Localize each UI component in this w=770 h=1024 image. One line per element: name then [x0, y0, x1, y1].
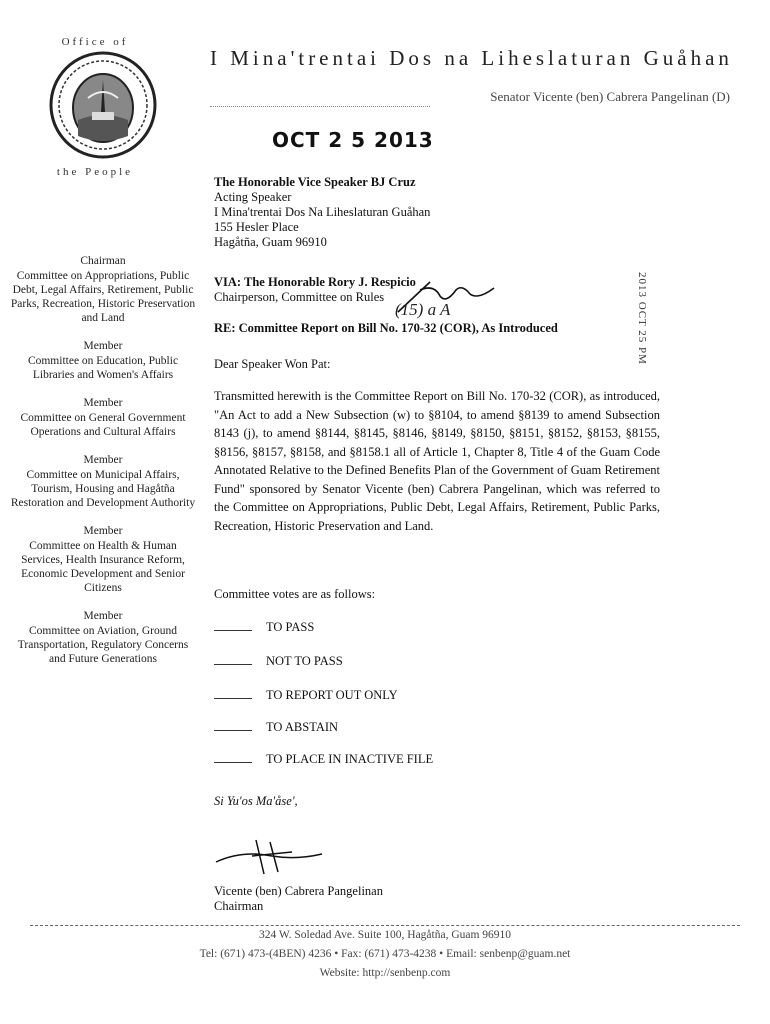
committee-name: Committee on Education, Public Libraries and Women's Affairs [27, 355, 179, 381]
legislature-title: I Mina'trentai Dos na Liheslaturan Guåhan [210, 46, 733, 70]
footer-rule [30, 925, 740, 926]
received-stamp-text: 2013 OCT 25 PM [636, 272, 648, 365]
vote-row [214, 750, 433, 767]
committee-name: Committee on Municipal Affairs, Tourism, Housing and Hagåtña Restoration and Development Authority [10, 469, 196, 509]
legislature-seal [48, 50, 158, 160]
committee-group [10, 339, 196, 382]
signer-title: Chairman [214, 899, 264, 913]
signature-block [214, 884, 654, 914]
committee-group [10, 396, 196, 439]
addressee-street: 155 Hesler Place [214, 220, 299, 234]
committee-group [10, 453, 196, 510]
via-line: VIA: The Honorable Rory J. Respicio [214, 275, 416, 289]
committee-role: Member [83, 525, 123, 537]
footer-address: 324 W. Soledad Ave. Suite 100, Hagåtña, Guam 96910 [258, 929, 512, 941]
committee-role: Member [83, 610, 123, 622]
via-title: Chairperson, Committee on Rules [214, 290, 385, 304]
body-paragraph: Transmitted herewith is the Committee Report on Bill No. 170-32 (COR), as introduced, "An Act to add a New Subsection (w) to §8104, to amend §8139 to amend Subsection 8143 (j), to amend §8144, §8145, §8146, §8149, §8150, §8151, §8152, §8153, §8155, §8156, §8157, §8158, and §8158.1 all of Article 1, Chapter 8, Title 4 of the Guam Code Annotated Relative to the Defined Benefits Plan of the Government of Guam Retirement Fund" sponsored by Senator Vicente (ben) Cabrera Pangelinan, which was referred to the Committee on Appropriations, Public Debt, Legal Affairs, Retirement, Public Parks, Recreation, Historic Preservation and Land. [214, 389, 660, 533]
vote-label: TO PLACE IN INACTIVE FILE [266, 752, 434, 766]
re-line: RE: Committee Report on Bill No. 170-32 (COR), As Introduced [214, 321, 558, 335]
seal-caption-top: Office of [61, 36, 129, 48]
committee-sidebar [10, 254, 196, 680]
votes-heading: Committee votes are as follows: [214, 587, 376, 601]
committee-name: Committee on General Government Operations and Cultural Affairs [20, 412, 186, 438]
vote-label: TO PASS [266, 620, 315, 634]
senator-rule [210, 106, 430, 107]
seal-caption-bottom: the People [56, 166, 134, 178]
vote-blank [214, 652, 252, 665]
committee-name: Committee on Aviation, Ground Transportation, Regulatory Concerns and Future Generations [17, 625, 189, 665]
committee-role: Member [83, 340, 123, 352]
vote-row [214, 652, 343, 669]
vote-row [214, 618, 314, 635]
vote-label: NOT TO PASS [266, 654, 343, 668]
vote-blank [214, 718, 252, 731]
committee-role: Member [83, 454, 123, 466]
committee-role: Chairman [80, 255, 126, 267]
vote-blank [214, 750, 252, 763]
closing: Si Yu'os Ma'åse', [214, 794, 298, 808]
salutation: Dear Speaker Won Pat: [214, 357, 331, 371]
committee-group [10, 254, 196, 325]
addressee-org: I Mina'trentai Dos Na Liheslaturan Guåhan [214, 205, 431, 219]
committee-name: Committee on Health & Human Services, Health Insurance Reform, Economic Development and Senior Citizens [21, 540, 185, 594]
vote-blank [214, 686, 252, 699]
addressee-block [214, 175, 654, 250]
committee-group [10, 609, 196, 666]
signer-name: Vicente (ben) Cabrera Pangelinan [214, 884, 383, 898]
footer-contact: Tel: (671) 473-(4BEN) 4236 • Fax: (671) 473-4238 • Email: senbenp@guam.net [199, 948, 571, 960]
vote-label: TO ABSTAIN [266, 720, 339, 734]
committee-role: Member [83, 397, 123, 409]
vote-label: TO REPORT OUT ONLY [266, 688, 398, 702]
date-stamp: OCT 2 5 2013 [272, 128, 434, 152]
footer-website: Website: http://senbenp.com [319, 967, 451, 979]
chairman-signature [212, 832, 332, 880]
committee-name: Committee on Appropriations, Public Debt, Legal Affairs, Retirement, Public Parks, Recreation, Historic Preservation and Land [10, 270, 196, 324]
handwritten-note: (15) a A [395, 300, 451, 319]
addressee-name: The Honorable Vice Speaker BJ Cruz [214, 175, 416, 189]
committee-group [10, 524, 196, 595]
addressee-city: Hagåtña, Guam 96910 [214, 235, 327, 249]
vote-blank [214, 618, 252, 631]
vote-row [214, 718, 338, 735]
addressee-title: Acting Speaker [214, 190, 292, 204]
senator-name: Senator Vicente (ben) Cabrera Pangelinan (D) [490, 89, 730, 104]
vote-row [214, 686, 398, 703]
